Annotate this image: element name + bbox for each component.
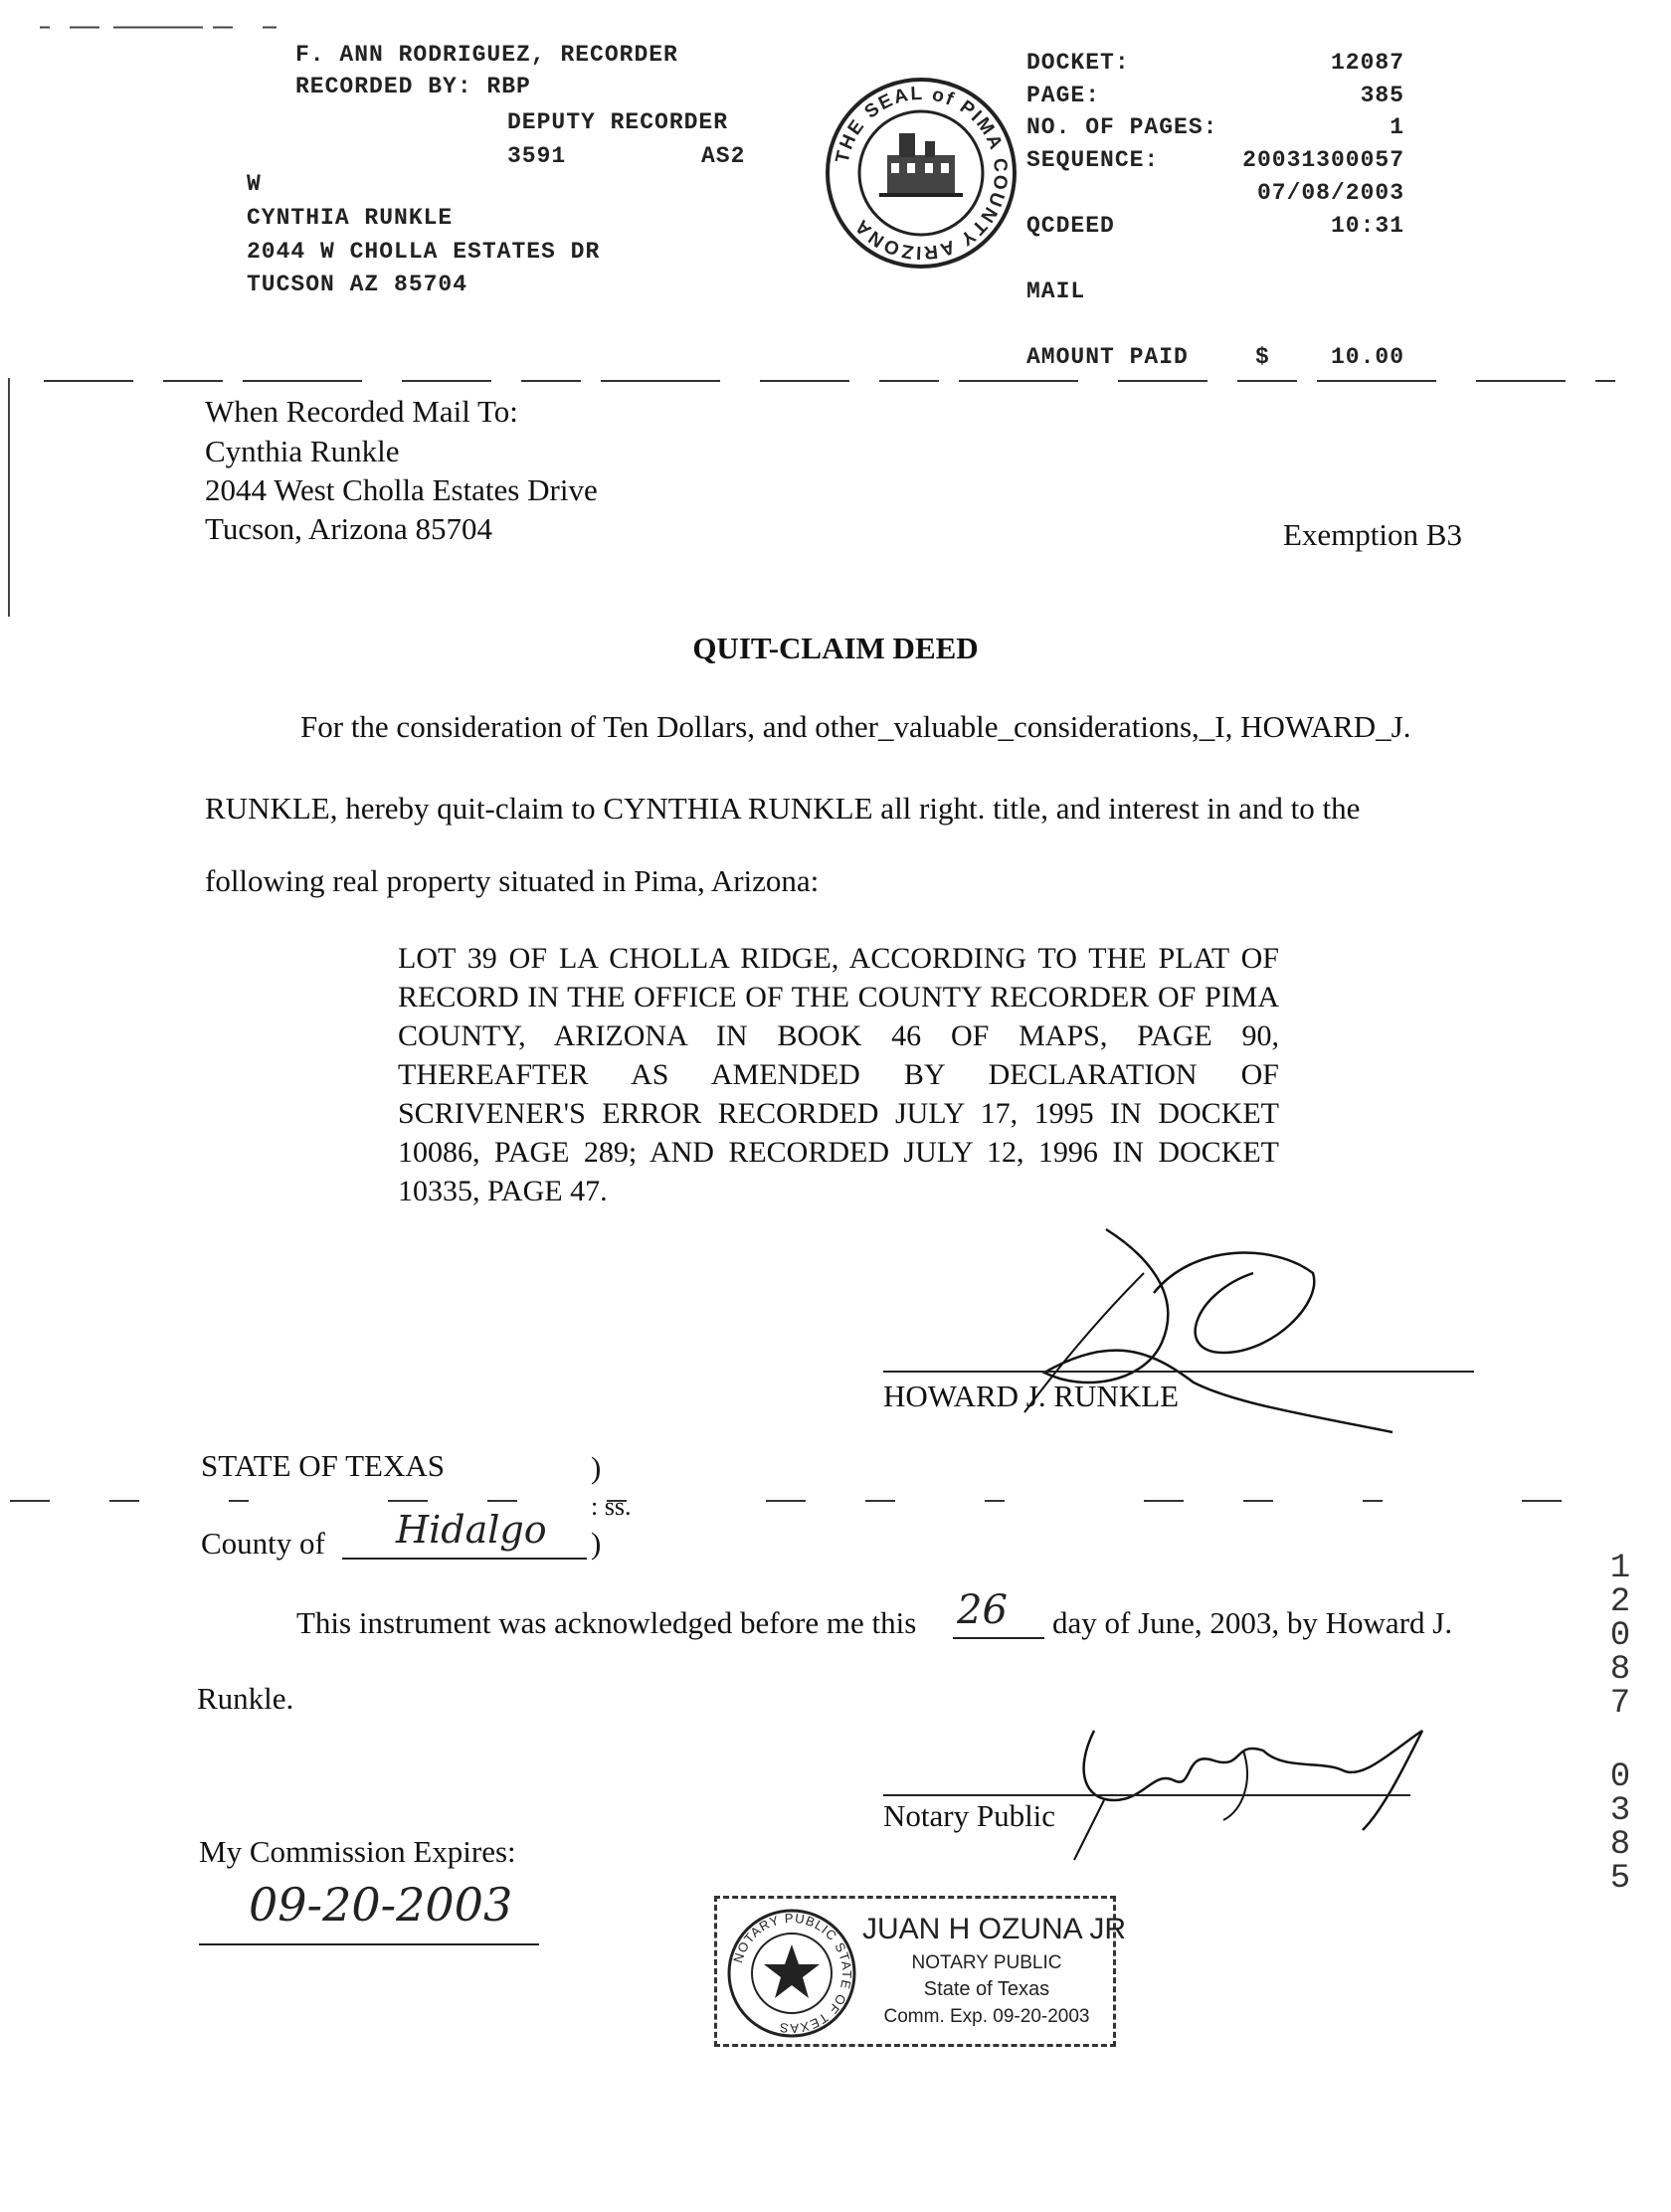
ack-line-2: Runkle. [197,1681,294,1716]
page-label: PAGE: [1026,83,1101,108]
ack-day: 26 [957,1587,1008,1633]
doc-type: QCDEED [1026,213,1115,239]
pima-county-seal [822,74,1021,273]
legal-description: LOT 39 OF LA CHOLLA RIDGE, ACCORDING TO THE PLAT OF RECORD IN THE OFFICE OF THE COUNTY RECORDER OF PIMA COUNTY, ARIZONA IN BOOK 46 OF MAPS, PAGE 90, THEREAFTER AS AMENDED BY DECLARATION OF SCRIVENER'S ERROR RECORDED JULY 17, 1995 IN DOCKET 10086, PAGE 289; AND RECORDED JULY 12, 1996 IN DOCKET 10335, PAGE 47. [398,942,1279,1207]
notary-signature [1015,1711,1452,1870]
currency-symbol: $ [1255,344,1270,370]
mail-to-city: Tucson, Arizona 85704 [205,511,493,546]
commission-label: My Commission Expires: [199,1834,516,1869]
pages-value: 1 [1390,114,1404,140]
return-name: CYNTHIA RUNKLE [247,205,454,231]
commission-handwritten: 09-20-2003 [249,1878,513,1932]
recorder-w: W [247,171,262,197]
mail-to-street: 2044 West Cholla Estates Drive [205,472,598,507]
side-digit: 5 [1609,1860,1631,1898]
header-separator [44,370,1615,374]
ack-day-line [953,1637,1044,1639]
commission-line [199,1943,539,1945]
venue-close-paren: ) [591,1526,602,1561]
mail-to-name: Cynthia Runkle [205,434,400,468]
county-handwritten: Hidalgo [396,1508,547,1552]
county-line [342,1558,587,1560]
grantor-name: HOWARD J. RUNKLE [883,1379,1180,1413]
notary-star-seal [725,1907,858,2040]
side-digit: 0 [1609,1617,1631,1655]
notary-label: Notary Public [883,1798,1056,1833]
record-date: 07/08/2003 [1256,180,1404,206]
venue-ss: : ss. [591,1492,632,1521]
notary-signature-line [883,1794,1410,1796]
recorder-code-a: 3591 [507,143,567,169]
pages-label: NO. OF PAGES: [1026,114,1218,140]
mail-to-heading: When Recorded Mail To: [205,394,518,429]
venue-paren: ) [591,1450,602,1485]
sequence-label: SEQUENCE: [1026,147,1160,173]
exemption: Exemption B3 [1283,517,1462,552]
sequence-value: 20031300057 [1242,147,1404,173]
deputy-recorder: DEPUTY RECORDER [507,109,729,135]
seal-text: THE SEAL of PIMA COUNTY ARIZONA [832,83,1012,264]
docket-label: DOCKET: [1026,50,1130,76]
side-digit: 0 [1609,1758,1631,1796]
side-digit: 8 [1609,1651,1631,1689]
notary-stamp [714,1896,1127,2047]
venue-state: STATE OF TEXAS [201,1448,445,1483]
grantor-signature-line [883,1371,1474,1373]
recorder-code-b: AS2 [701,143,746,169]
venue-scan-line [10,1490,1621,1494]
deed-title: QUIT-CLAIM DEED [692,631,979,665]
notary-title: NOTARY PUBLIC [911,1952,1062,1973]
side-digit: 8 [1609,1826,1631,1864]
amount-value: 10.00 [1330,344,1404,370]
body-line-3: following real property situated in Pima, Arizona: [205,863,820,898]
scan-top-mark [40,16,318,19]
scan-margin-mark [8,378,10,617]
page-value: 385 [1360,83,1404,108]
record-time: 10:31 [1330,213,1404,239]
ack-before: This instrument was acknowledged before me this [296,1605,917,1640]
return-street: 2044 W CHOLLA ESTATES DR [247,239,601,265]
county-label: County of [201,1526,325,1561]
docket-value: 12087 [1330,50,1404,76]
recorded-by: RECORDED BY: RBP [295,74,531,99]
return-city: TUCSON AZ 85704 [247,272,468,297]
ack-after: day of June, 2003, by Howard J. [1052,1605,1453,1640]
notary-ring-text: NOTARY PUBLIC STATE OF TEXAS [730,1910,855,2037]
notary-name: JUAN H OZUNA JR [862,1913,1127,1945]
notary-expiration: Comm. Exp. 09-20-2003 [883,2006,1090,2027]
amount-label: AMOUNT PAID [1026,344,1189,370]
recorder-name: F. ANN RODRIGUEZ, RECORDER [295,42,678,68]
mail-label: MAIL [1026,278,1086,304]
body-line-2: RUNKLE, hereby quit-claim to CYNTHIA RUNKLE all right. title, and interest in and to the [205,791,1361,826]
side-digit: 2 [1609,1583,1631,1621]
side-digit: 3 [1609,1792,1631,1830]
side-digit: 7 [1609,1685,1631,1723]
side-digit: 1 [1609,1550,1631,1587]
notary-state: State of Texas [923,1978,1050,2000]
body-line-1: For the consideration of Ten Dollars, and other_valuable_considerations,_I, HOWARD_J. [300,709,1411,744]
